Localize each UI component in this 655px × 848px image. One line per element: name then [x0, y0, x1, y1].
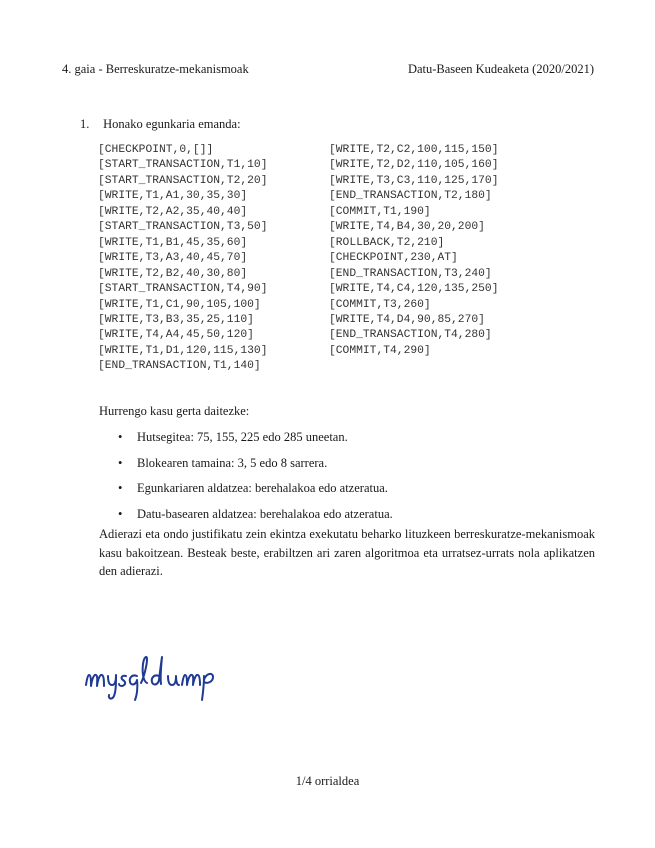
log-entry: [WRITE,T2,A2,35,40,40] — [98, 205, 248, 218]
log-entry: [COMMIT,T4,290] — [329, 344, 431, 357]
list-item-text: Egunkariaren aldatzea: berehalakoa edo atzeratua. — [137, 481, 388, 495]
log-entry: [COMMIT,T1,190] — [329, 205, 431, 218]
log-entry: [START_TRANSACTION,T3,50] — [98, 221, 268, 234]
bullet-icon: • — [118, 455, 123, 470]
log-entry: [CHECKPOINT,230,AT] — [329, 252, 458, 265]
log-entry: [END_TRANSACTION,T1,140] — [98, 360, 261, 373]
list-item — [118, 430, 393, 456]
log-entry: [WRITE,T3,A3,40,45,70] — [98, 252, 248, 265]
log-entry: [WRITE,T3,C3,110,125,170] — [329, 174, 499, 187]
header-left-title: 4. gaia - Berreskuratze-mekanismoak — [62, 62, 249, 76]
cases-title: Hurrengo kasu gerta daitezke: — [99, 404, 250, 418]
log-entry: [START_TRANSACTION,T4,90] — [98, 283, 268, 296]
log-entry: [WRITE,T4,A4,45,50,120] — [98, 329, 254, 342]
bullet-icon: • — [118, 506, 123, 521]
log-entry: [START_TRANSACTION,T2,20] — [98, 174, 268, 187]
log-entry: [WRITE,T3,B3,35,25,110] — [98, 313, 254, 326]
page-footer: 1/4 orrialdea — [295, 774, 360, 788]
log-entry: [WRITE,T2,C2,100,115,150] — [329, 144, 499, 156]
list-item-text: Datu-basearen aldatzea: berehalakoa edo atzeratua. — [137, 506, 393, 521]
list-item — [118, 481, 393, 507]
log-entry: [WRITE,T4,D4,90,85,270] — [329, 313, 485, 326]
log-entry: [WRITE,T4,B4,30,20,200] — [329, 221, 485, 234]
log-entry: [ROLLBACK,T2,210] — [329, 236, 445, 249]
log-entry: [WRITE,T1,C1,90,105,100] — [98, 298, 261, 311]
bullet-icon: • — [118, 481, 123, 495]
instruction-paragraph: Adierazi eta ondo justifikatu zein ekintza exekutatu beharko lituzkeen berreskuratze-mekanismoak kasu bakoitzean. Besteak beste, erabiltzen ari zaren algoritmoa eta urratsez-urrats nola aplikatzen den adierazi. — [99, 527, 595, 578]
log-entry: [WRITE,T1,D1,120,115,130] — [98, 344, 268, 357]
cases-list — [118, 430, 393, 532]
handwritten-signature — [80, 645, 250, 710]
log-entry: [END_TRANSACTION,T4,280] — [329, 329, 492, 342]
log-entry: [END_TRANSACTION,T2,180] — [329, 190, 492, 203]
signature-graphic — [80, 645, 250, 705]
question-text: Honako egunkaria emanda: — [103, 117, 241, 131]
log-entry: [WRITE,T4,C4,120,135,250] — [329, 283, 499, 296]
log-entry: [END_TRANSACTION,T3,240] — [329, 267, 492, 280]
log-column-right — [329, 143, 498, 359]
question-line — [80, 117, 241, 132]
header-right-title: Datu-Baseen Kudeaketa (2020/2021) — [407, 62, 594, 76]
log-entry: [WRITE,T1,A1,30,35,30] — [98, 190, 248, 203]
log-entry: [COMMIT,T3,260] — [329, 298, 431, 311]
bullet-icon: • — [118, 430, 123, 444]
log-entry: [WRITE,T2,D2,110,105,160] — [329, 159, 499, 172]
log-entry: [CHECKPOINT,0,[]] — [98, 144, 214, 156]
list-item-text: Blokearen tamaina: 3, 5 edo 8 sarrera. — [137, 455, 328, 470]
question-number: 1. — [80, 117, 90, 131]
log-entry: [WRITE,T2,B2,40,30,80] — [98, 267, 248, 280]
list-item — [118, 456, 393, 482]
log-entry: [START_TRANSACTION,T1,10] — [98, 159, 268, 172]
log-entry: [WRITE,T1,B1,45,35,60] — [98, 236, 248, 249]
list-item-text: Hutsegitea: 75, 155, 225 edo 285 uneetan. — [137, 430, 348, 444]
log-column-left — [98, 143, 267, 375]
